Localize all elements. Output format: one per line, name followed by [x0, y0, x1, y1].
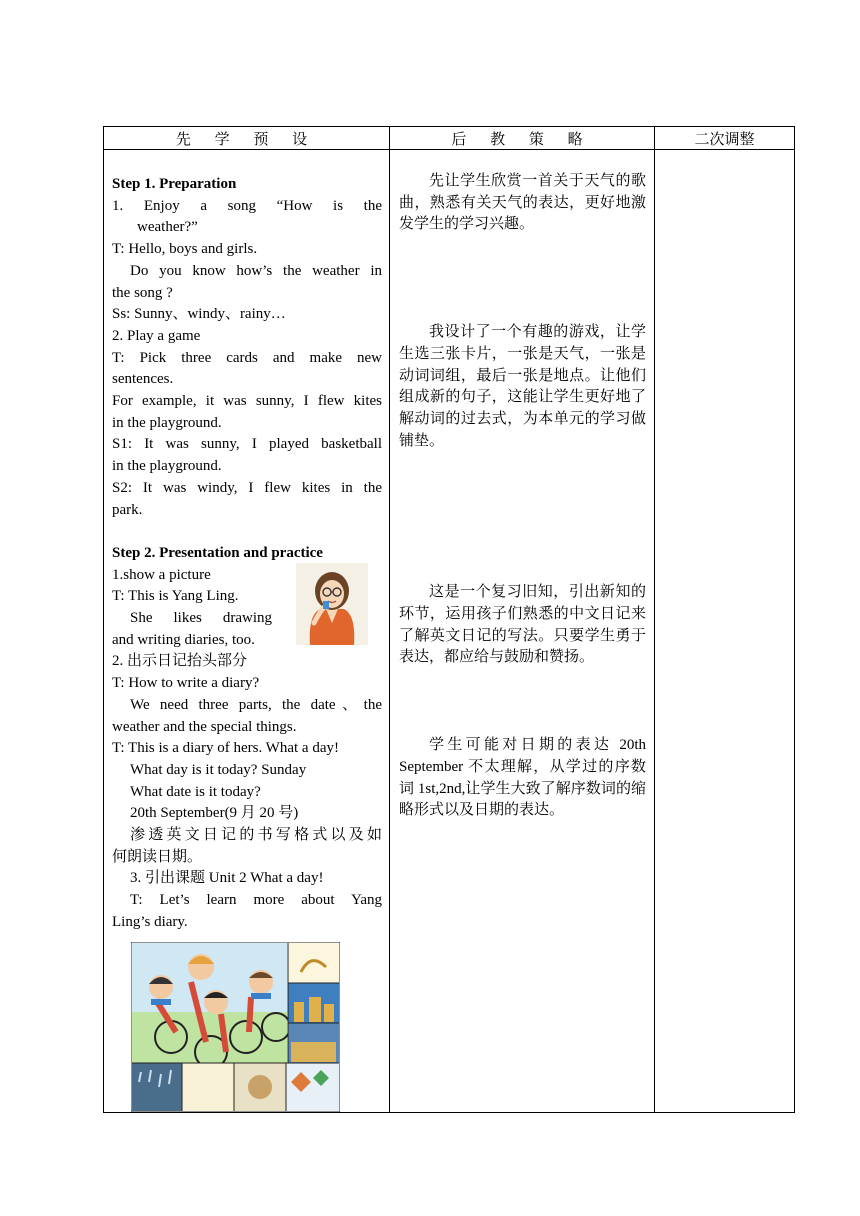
text-line: park.: [112, 501, 143, 518]
text-line: 1. Enjoy a song “How is the: [112, 197, 382, 214]
text-line: the song ?: [112, 284, 173, 301]
text-line: What date is it today?: [130, 783, 261, 800]
header-second-adjustment: 二次调整: [655, 127, 795, 150]
lesson-plan-table: [103, 126, 795, 1113]
text-line: S2: It was windy, I flew kites in the: [112, 479, 382, 496]
strategy-paragraph: 先让学生欣赏一首关于天气的歌曲，熟悉有关天气的表达，更好地激发学生的学习兴趣。: [399, 173, 646, 233]
text-line: 3. 引出课题 Unit 2 What a day!: [130, 870, 324, 887]
text-line: sentences.: [112, 371, 174, 388]
text-line: 1.show a picture: [112, 566, 211, 583]
text-line: 渗透英文日记的书写格式以及如: [130, 827, 382, 844]
text-line: T: Let’s learn more about Yang: [130, 892, 382, 909]
step1-title: Step 1. Preparation: [112, 176, 237, 192]
yang-ling-picture: [296, 563, 368, 645]
teaching-strategy-cell: [390, 150, 655, 1113]
text-line: in the playground.: [112, 458, 222, 475]
text-line: 2. 出示日记抬头部分: [112, 653, 248, 670]
step2-title: Step 2. Presentation and practice: [112, 544, 323, 561]
second-adjustment-cell: [655, 150, 795, 1113]
table-body-row: [104, 150, 795, 1113]
text-line: S1: It was sunny, I played basketball: [112, 436, 382, 453]
text-line: 2. Play a game: [112, 327, 201, 344]
table-header-row: [104, 127, 795, 150]
header-teaching-strategy: 后 教 策 略: [390, 127, 655, 150]
text-line: T: How to write a diary?: [112, 675, 260, 692]
text-line: 20th September(9 月 20 号): [130, 805, 299, 822]
text-line: T: Hello, boys and girls.: [112, 241, 258, 258]
text-line: Do you know how’s the weather in: [130, 262, 382, 279]
strategy-paragraph: 这是一个复习旧知，引出新知的环节，运用孩子们熟悉的中文日记来了解英文日记的写法。只要学生勇于表达，都应给与鼓励和赞扬。: [399, 584, 646, 666]
text-line: T: This is a diary of hers. What a day!: [112, 740, 339, 757]
strategy-paragraph: 学生可能对日期的表达 20th September 不太理解，从学过的序数词 1st,2nd,让学生大致了解序数词的缩略形式以及日期的表达。: [399, 737, 646, 819]
header-prelearning: 先 学 预 设: [104, 127, 390, 150]
text-line: T: This is Yang Ling.: [112, 588, 239, 605]
text-line: What day is it today? Sunday: [130, 761, 307, 778]
text-line: She likes drawing: [130, 610, 272, 627]
text-line: For example, it was sunny, I flew kites: [112, 393, 382, 410]
text-line: weather?”: [137, 219, 198, 236]
text-line: weather and the special things.: [112, 718, 297, 735]
text-line: We need three parts, the date、the: [130, 696, 382, 713]
text-line: 何朗读日期。: [112, 848, 203, 865]
text-line: Ling’s diary.: [112, 913, 188, 930]
strategy-paragraph: 我设计了一个有趣的游戏，让学生选三张卡片，一张是天气，一张是动词词组，最后一张是地点。让他们组成新的句子，这能让学生更好地了解动词的过去式，为本单元的学习做铺垫。: [399, 324, 646, 449]
text-line: T: Pick three cards and make new: [112, 349, 382, 366]
prelearning-cell: [104, 150, 390, 1113]
text-line: Ss: Sunny、windy、rainy…: [112, 306, 286, 323]
text-line: and writing diaries, too.: [112, 631, 255, 648]
diary-scene-picture: [131, 942, 340, 1112]
text-line: in the playground.: [112, 414, 222, 431]
